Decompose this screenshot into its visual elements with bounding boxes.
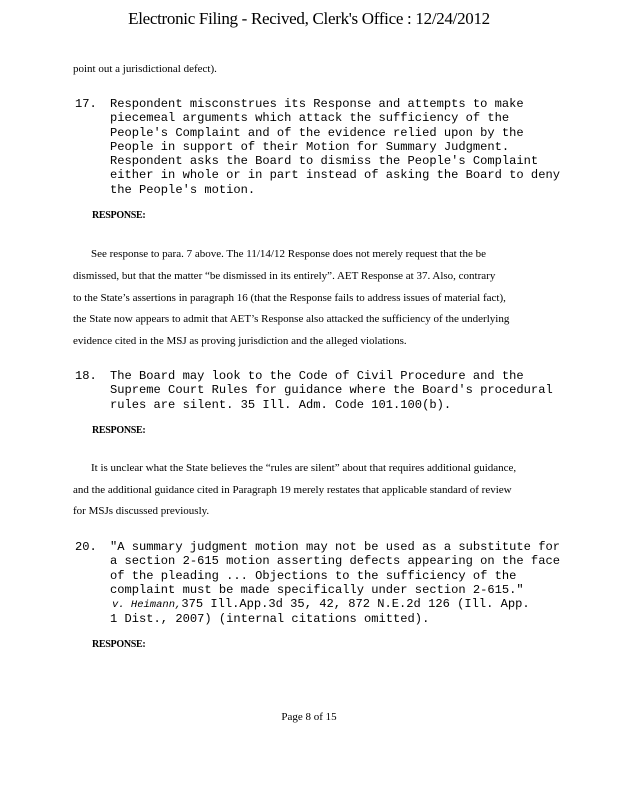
para-17-number: 17. <box>75 97 97 111</box>
page-number-footer: Page 8 of 15 <box>281 711 337 723</box>
intro-line: point out a jurisdictional defect). <box>73 63 217 75</box>
para-18-text <box>110 369 553 412</box>
para-17-line: People's Complaint and of the evidence relied upon by the <box>110 125 524 140</box>
para-20-line: "A summary judgment motion may not be used as a substitute for <box>110 540 560 554</box>
response-18-line: and the additional guidance cited in Paragraph 19 merely restates that applicable standard of review <box>73 484 512 496</box>
para-20-citation-line <box>110 597 560 612</box>
para-17-line: the People's motion. <box>110 182 256 197</box>
para-17-line: People in support of their Motion for Summary Judgment. <box>110 139 510 154</box>
response-17-line: to the State’s assertions in paragraph 16 (that the Response fails to address issues of material fact), <box>73 292 506 304</box>
para-20-line: complaint must be made specifically under section 2-615." <box>110 582 524 597</box>
para-20-line: 1 Dist., 2007) (internal citations omitted). <box>110 612 430 627</box>
response-17-line: See response to para. 7 above. The 11/14/12 Response does not merely request that the be <box>91 248 486 260</box>
para-17-line: piecemeal arguments which attack the sufficiency of the <box>110 111 510 126</box>
response-label-18: RESPONSE: <box>92 425 146 436</box>
para-20-line: a section 2-615 motion asserting defects appearing on the face <box>110 554 560 569</box>
para-20-number: 20. <box>75 540 97 554</box>
case-citation: 375 Ill.App.3d 35, 42, 872 N.E.2d 126 (Ill. App. <box>181 597 530 612</box>
para-18-number: 18. <box>75 369 97 383</box>
para-17-text <box>110 97 560 197</box>
para-17-line: Respondent misconstrues its Response and attempts to make <box>110 97 524 111</box>
response-18-line: for MSJs discussed previously. <box>73 505 210 517</box>
filing-stamp-header: Electronic Filing - Recived, Clerk's Office : 12/24/2012 <box>128 9 490 28</box>
para-17-line: either in whole or in part instead of asking the Board to deny <box>110 168 560 183</box>
para-17-line: Respondent asks the Board to dismiss the People's Complaint <box>110 154 539 169</box>
para-20-line: of the pleading ... Objections to the sufficiency of the <box>110 568 517 583</box>
response-18-line: It is unclear what the State believes the “rules are silent” about that requires additional guidance, <box>91 462 517 474</box>
response-17-line: evidence cited in the MSJ as proving jurisdiction and the alleged violations. <box>73 335 407 347</box>
response-17-line: dismissed, but that the matter “be dismissed in its entirely”. AET Response at 37. Also, contrary <box>73 270 496 282</box>
para-18-line: rules are silent. 35 Ill. Adm. Code 101.100(b). <box>110 397 452 412</box>
para-18-line: Supreme Court Rules for guidance where the Board's procedural <box>110 383 553 398</box>
response-label-20: RESPONSE: <box>92 639 146 650</box>
case-name: v. Heimann, <box>112 599 182 612</box>
para-20-text <box>110 540 560 627</box>
response-label-17: RESPONSE: <box>92 210 146 221</box>
para-18-line: The Board may look to the Code of Civil Procedure and the <box>110 369 524 383</box>
response-17-line: the State now appears to admit that AET’s Response also attacked the sufficiency of the underlying <box>73 313 510 325</box>
